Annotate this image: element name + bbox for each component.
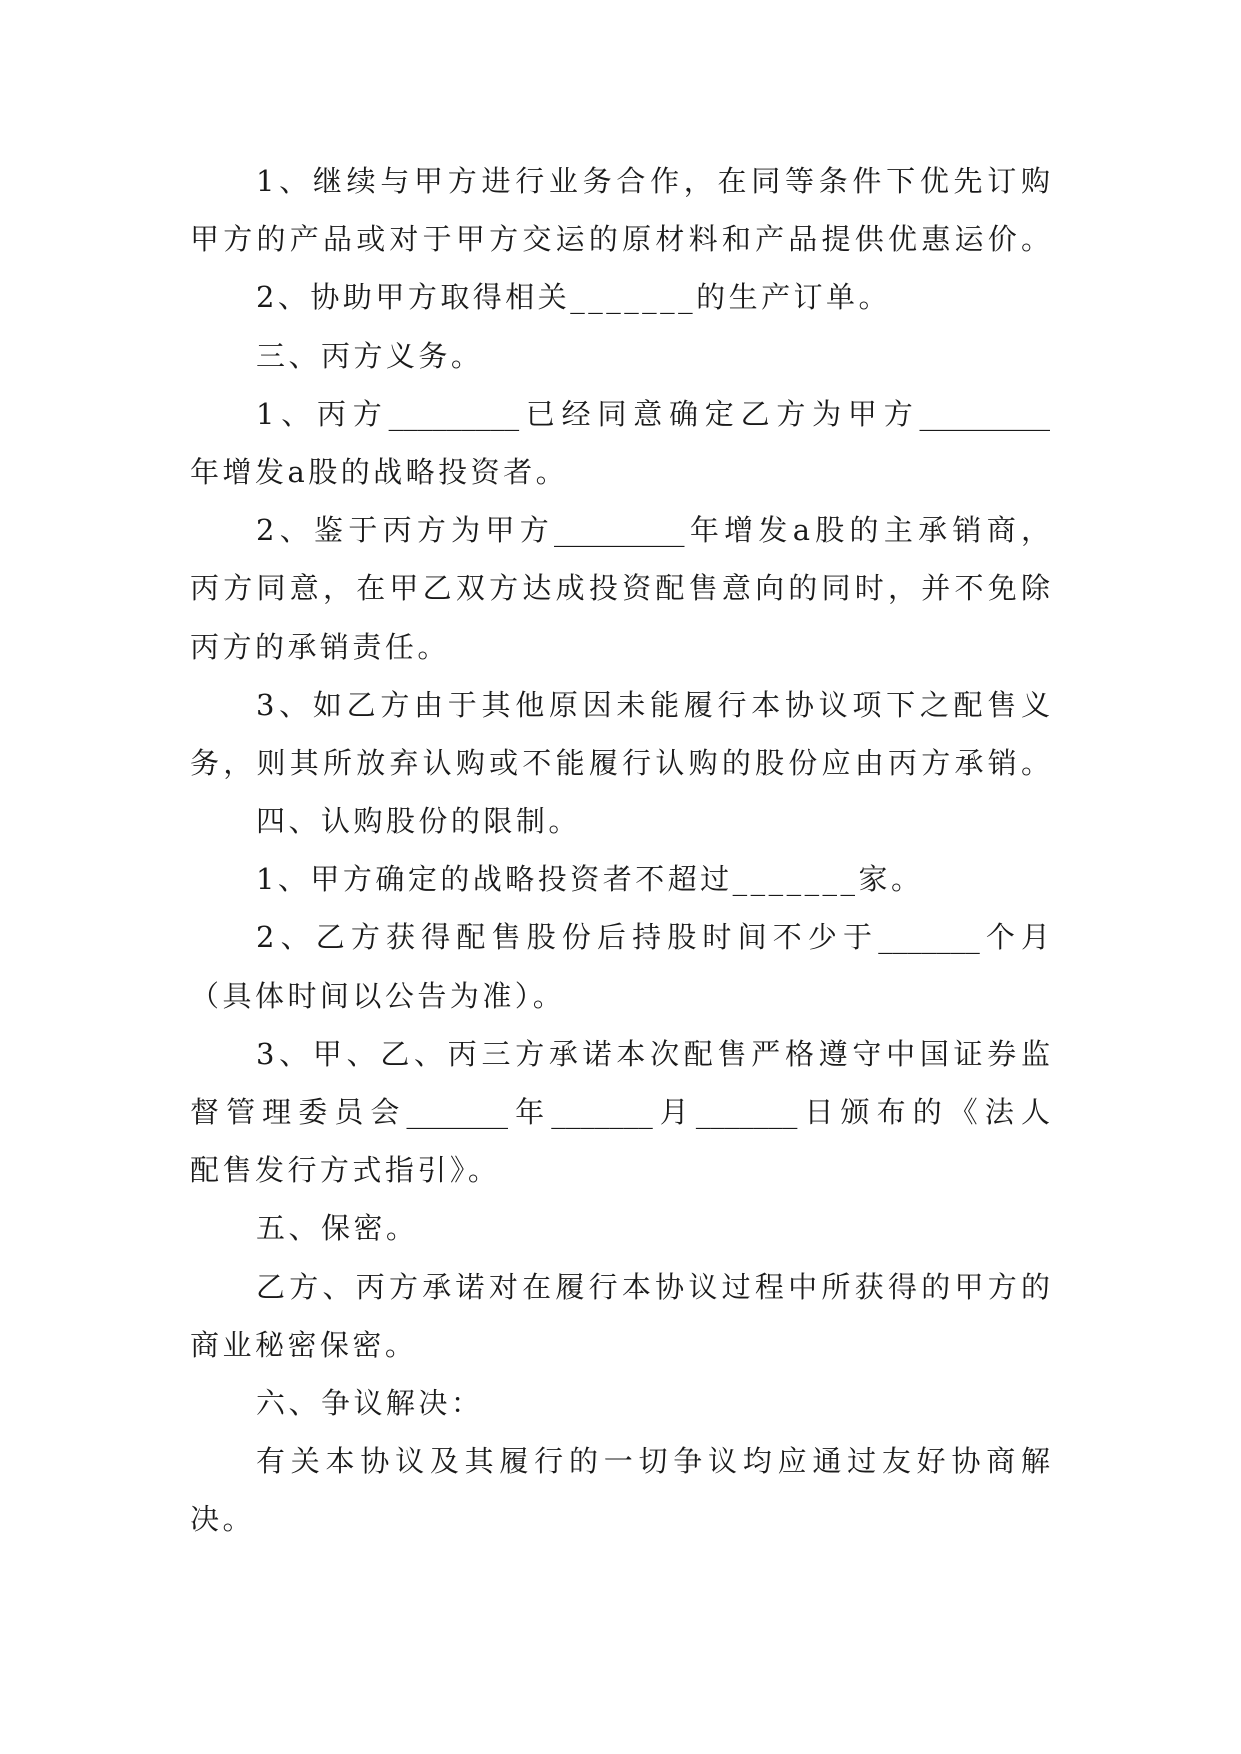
document-body [190, 162, 1050, 1559]
paragraph-line: 有关本协议及其履行的一切争议均应通过友好协商解 [256, 1444, 1050, 1479]
section-heading: 三、丙方义务。 [256, 338, 484, 373]
paragraph-line: 丙方的承销责任。 [190, 629, 450, 664]
section-heading: 四、认购股份的限制。 [256, 804, 581, 839]
paragraph-line: 务，则其所放弃认购或不能履行认购的股份应由丙方承销。 [190, 745, 1050, 780]
paragraph-line: 2、协助甲方取得相关_______的生产订单。 [256, 280, 891, 315]
paragraph-line: 年增发a股的战略投资者。 [190, 454, 569, 489]
paragraph-line: 丙方同意，在甲乙双方达成投资配售意向的同时，并不免除 [190, 571, 1050, 606]
paragraph-line: 甲方的产品或对于甲方交运的原材料和产品提供优惠运价。 [190, 222, 1050, 257]
paragraph-line: 3、甲、乙、丙三方承诺本次配售严格遵守中国证券监 [256, 1036, 1050, 1071]
paragraph-line: 乙方、丙方承诺对在履行本协议过程中所获得的甲方的 [256, 1269, 1050, 1304]
paragraph-line: 3、如乙方由于其他原因未能履行本协议项下之配售义 [256, 687, 1050, 722]
paragraph-line: 2、鉴于丙方为甲方_________年增发a股的主承销商， [256, 513, 1050, 548]
section-heading: 五、保密。 [256, 1211, 419, 1246]
paragraph-line: 1、丙方_________已经同意确定乙方为甲方_________ [256, 396, 1050, 431]
section-heading: 六、争议解决： [256, 1385, 484, 1420]
paragraph-line: 2、乙方获得配售股份后持股时间不少于_______个月 [256, 920, 1050, 955]
paragraph-line: 1、甲方确定的战略投资者不超过_______家。 [256, 862, 924, 897]
paragraph-line: 1、继续与甲方进行业务合作，在同等条件下优先订购 [256, 164, 1050, 198]
paragraph-line: （具体时间以公告为准）。 [190, 978, 566, 1013]
paragraph-line: 配售发行方式指引》。 [190, 1153, 501, 1188]
paragraph-line: 督管理委员会_______年_______月_______日颁布的《法人 [190, 1095, 1050, 1129]
paragraph-line: 决。 [190, 1502, 255, 1537]
paragraph-line: 商业秘密保密。 [190, 1327, 418, 1362]
